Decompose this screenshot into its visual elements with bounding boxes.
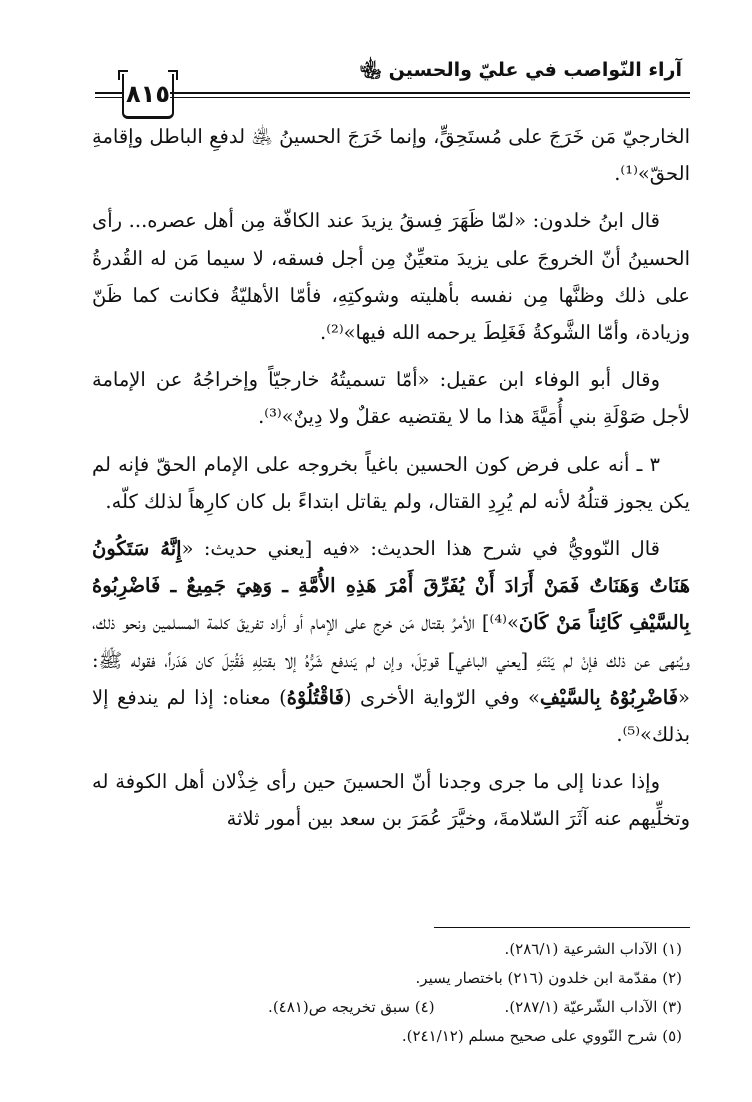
footnote: (٣) الآداب الشّرعيّة (٢٨٧/١). xyxy=(504,998,682,1016)
footnotes xyxy=(92,935,682,1051)
paragraph: ٣ ـ أنه على فرض كون الحسين باغياً بخروجه على الإمام الحقّ فإنه لم يكن يجوز قتلُهُ لأنه لم يُرِدِ القتال، ولم يقاتل ابتداءً بل كان كارِهاً لذلك كلّه. xyxy=(92,452,690,513)
paragraph: قال ابنُ خلدون: «لمّا ظَهَرَ فِسقُ يزيدَ عند الكافّة مِن أهل عصره... رأى الحسينُ أنّ الخروجَ على يزيدَ متعيِّنٌ مِن أجل فسقه، لا سيما مَن له القُدرةُ على ذلك وظنَّها مِن نفسه بأهليته وشوكتِهِ، فأمّا الأهليّةُ فكانت كما ظَنّ وزيادة، وأمّا الشَّوكةُ فَغَلِطَ يرحمه الله فيها»⁽²⁾. xyxy=(92,209,690,345)
footnote: (٤) سبق تخريجه ص(٤٨١). xyxy=(268,998,435,1016)
text-segment: ) معناه: إذا لم يندفع إلا بذلك»⁽⁵⁾. xyxy=(92,685,690,747)
footnote-separator xyxy=(434,927,690,928)
hadith-quote: فَاضْرِبُوْهُ بِالسَّيْفِ xyxy=(539,685,679,709)
running-header-title: آراء النّواصب في عليّ والحسين ﵄ xyxy=(359,59,682,81)
paragraph: وإذا عدنا إلى ما جرى وجدنا أنّ الحسينَ حين رأى خِذْلان أهل الكوفة له وتخلِّيهم عنه آثَرَ السّلامةَ، وخيَّرَ عُمَرَ بن سعد بين أمور ثلاثة xyxy=(92,770,690,831)
paragraph xyxy=(92,530,690,753)
page-number-frame xyxy=(122,74,174,119)
text-segment: » وفي الرّواية الأخرى ( xyxy=(343,685,540,709)
header-rule xyxy=(95,92,123,94)
main-text xyxy=(92,118,690,848)
paragraph: الخارجيّ مَن خَرَجَ على مُستَحِقٍّ، وإنما خَرَجَ الحسينُ ﵁ لدفعِ الباطل وإقامةِ الحقّ»⁽¹⁾. xyxy=(92,125,690,186)
header-rule xyxy=(170,92,690,94)
header-rule xyxy=(170,97,690,98)
text-segment: »⁽⁴⁾] الأمرُ بقتال مَن خرج على الإمام أو أراد تفريقَ كلمة المسلمين ونحو ذلك، ويُنهى عن ذلك فإنْ لم يَنْتَهِ [يعني الباغي] قوتِلَ، وإن لم يَندفع شَرُّهُ إلا بقتلِهِ فَقُتِلَ كان هَدَراً، فقوله ﷺ: « xyxy=(92,611,690,709)
footnote-row xyxy=(92,993,682,1022)
page-number: ٨١٥ xyxy=(126,80,170,108)
paragraph: وقال أبو الوفاء ابن عقيل: «أمّا تسميتُهُ خارجيّاً وإخراجُهُ عن الإمامة لأجل صَوْلَةِ بني أُمَيَّةَ هذا ما لا يقتضيه عقلٌ ولا دِينٌ»⁽³⁾. xyxy=(92,368,690,429)
hadith-quote: إِنَّهُ سَتَكُونُ هَنَاتٌ وَهَنَاتٌ فَمَنْ أَرَادَ أَنْ يُفَرِّقَ أَمْرَ هَذِهِ الأُمَّةِ ـ وَهِيَ جَمِيعٌ ـ فَاضْرِبُوهُ بِالسَّيْفِ كَائِناً مَنْ كَانَ xyxy=(92,537,690,635)
header-rule xyxy=(95,97,123,98)
footnote: (٢) مقدّمة ابن خلدون (٢١٦) باختصار يسير. xyxy=(415,969,682,987)
footnote: (١) الآداب الشرعية (٢٨٦/١). xyxy=(504,940,682,958)
hadith-quote: فَاقْتُلُوْهُ xyxy=(286,685,344,709)
footnote: (٥) شرح النّووي على صحيح مسلم (٢٤١/١٢). xyxy=(401,1027,682,1045)
text-segment: قال النّوويُّ في شرح هذا الحديث: «فيه [يعني حديث: « xyxy=(181,537,660,561)
